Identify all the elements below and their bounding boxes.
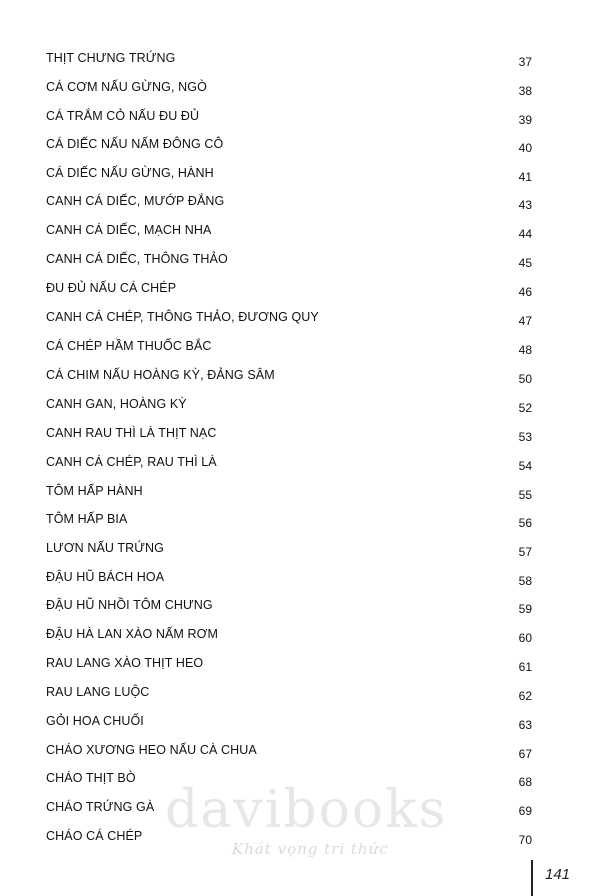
- toc-entry-title: ĐẬU HÀ LAN XÀO NẤM RƠM: [46, 627, 218, 641]
- toc-entry-title: CANH CÁ DIẾC, THÔNG THẢO: [46, 252, 228, 266]
- toc-entry-page: 38: [518, 84, 532, 98]
- toc-entry-page: 69: [518, 804, 532, 818]
- toc-entry: [46, 595, 536, 615]
- toc-entry-page: 55: [518, 488, 532, 502]
- toc-entry: [46, 509, 536, 529]
- toc-entry: [46, 191, 536, 211]
- toc-entry-page: 52: [518, 401, 532, 415]
- toc-entry-title: THỊT CHƯNG TRỨNG: [46, 51, 176, 65]
- toc-entry-title: ĐẬU HŨ BÁCH HOA: [46, 570, 165, 584]
- toc-entry-title: TÔM HẤP HÀNH: [46, 484, 143, 498]
- toc-entry-page: 44: [518, 227, 532, 241]
- toc-entry-page: 54: [518, 459, 532, 473]
- toc-entry-page: 48: [518, 343, 532, 357]
- toc-entry-title: CANH RAU THÌ LÀ THỊT NẠC: [46, 426, 217, 440]
- toc-entry-page: 50: [518, 372, 532, 386]
- toc-entry-title: CÁ CHÉP HẦM THUỐC BẮC: [46, 339, 212, 353]
- toc-entry-page: 58: [518, 574, 532, 588]
- toc-entry: [46, 481, 536, 501]
- toc-entry-page: 59: [518, 602, 532, 616]
- toc-entry: [46, 394, 536, 414]
- toc-entry-title: RAU LANG LUỘC: [46, 685, 150, 699]
- toc-entry-page: 63: [518, 718, 532, 732]
- toc-entry: [46, 134, 536, 154]
- toc-entry-title: RAU LANG XÀO THỊT HEO: [46, 656, 204, 670]
- watermark: davibooks: [165, 780, 448, 840]
- toc-entry: [46, 653, 536, 673]
- toc-entry-title: CÁ DIẾC NẤU NẤM ĐÔNG CÔ: [46, 137, 224, 151]
- toc-entry: [46, 538, 536, 558]
- toc-entry: [46, 423, 536, 443]
- toc-entry: [46, 278, 536, 298]
- toc-entry: [46, 77, 536, 97]
- toc-entry-title: CÁ TRẮM CỎ NẤU ĐU ĐỦ: [46, 109, 200, 123]
- toc-entry-title: CÁ CHIM NẤU HOÀNG KỲ, ĐẢNG SÂM: [46, 368, 275, 382]
- toc-entry-title: CHÁO XƯƠNG HEO NẤU CÀ CHUA: [46, 743, 257, 757]
- toc-entry: [46, 249, 536, 269]
- toc-entry: [46, 336, 536, 356]
- toc-entry-page: 68: [518, 775, 532, 789]
- toc-entry: [46, 106, 536, 126]
- toc-entry-title: CANH CÁ CHÉP, RAU THÌ LÀ: [46, 455, 217, 469]
- toc-entry-page: 56: [518, 516, 532, 530]
- toc-entry-page: 67: [518, 747, 532, 761]
- toc-entry: [46, 768, 536, 788]
- toc-entry-page: 39: [518, 113, 532, 127]
- toc-entry: [46, 163, 536, 183]
- toc-entry-page: 45: [518, 256, 532, 270]
- toc-entry-title: CHÁO THỊT BÒ: [46, 771, 136, 785]
- toc-entry-title: CÁ CƠM NẤU GỪNG, NGÒ: [46, 80, 207, 94]
- toc-entry: [46, 740, 536, 760]
- toc-entry-page: 60: [518, 631, 532, 645]
- toc-entry-page: 70: [518, 833, 532, 847]
- watermark-tagline: Khát vọng tri thức: [232, 840, 389, 858]
- toc-entry: [46, 48, 536, 68]
- toc-entry-page: 62: [518, 689, 532, 703]
- toc-entry-page: 40: [518, 141, 532, 155]
- toc-entry: [46, 682, 536, 702]
- toc-entry-page: 41: [518, 170, 532, 184]
- toc-entry: [46, 220, 536, 240]
- toc-entry-title: ĐU ĐỦ NẤU CÁ CHÉP: [46, 281, 177, 295]
- toc-entry-title: CÁ DIẾC NẤU GỪNG, HÀNH: [46, 166, 214, 180]
- toc-entry-page: 43: [518, 198, 532, 212]
- toc-entry-page: 57: [518, 545, 532, 559]
- toc-entry-title: TÔM HẤP BIA: [46, 512, 128, 526]
- toc-entry: [46, 307, 536, 327]
- toc-entry-page: 53: [518, 430, 532, 444]
- toc-entry-title: GỎI HOA CHUỐI: [46, 714, 144, 728]
- toc-entry: [46, 452, 536, 472]
- page-number: 141: [545, 866, 571, 883]
- toc-entry-title: CHÁO CÁ CHÉP: [46, 829, 143, 843]
- page-number-rule: [531, 860, 533, 896]
- toc-entry: [46, 567, 536, 587]
- toc-entry-title: ĐẬU HŨ NHỒI TÔM CHƯNG: [46, 598, 213, 612]
- toc-entry-page: 46: [518, 285, 532, 299]
- toc-entry-title: CHÁO TRỨNG GÀ: [46, 800, 155, 814]
- toc-entry: [46, 711, 536, 731]
- toc-entry-title: CANH CÁ CHÉP, THÔNG THẢO, ĐƯƠNG QUY: [46, 310, 319, 324]
- toc-entry-page: 47: [518, 314, 532, 328]
- toc-entry-page: 37: [518, 55, 532, 69]
- toc-entry: [46, 624, 536, 644]
- toc-entry-title: CANH CÁ DIẾC, MƯỚP ĐẮNG: [46, 194, 225, 208]
- toc-entry: [46, 365, 536, 385]
- toc-entry-title: LƯƠN NẤU TRỨNG: [46, 541, 164, 555]
- toc-entry: [46, 797, 536, 817]
- toc-entry-page: 61: [518, 660, 532, 674]
- toc-entry-title: CANH CÁ DIẾC, MẠCH NHA: [46, 223, 212, 237]
- toc-entry-title: CANH GAN, HOÀNG KỲ: [46, 397, 187, 411]
- toc-entry: [46, 826, 536, 846]
